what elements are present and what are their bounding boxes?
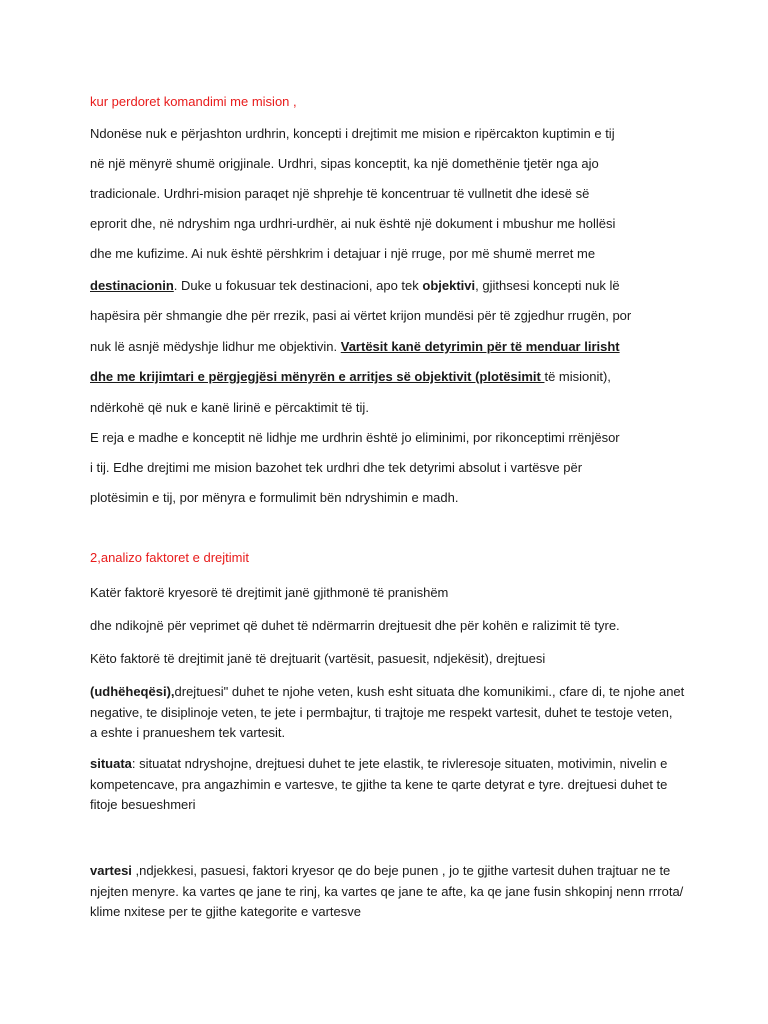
- paragraph-line: klime nxitese per te gjithe kategorite e vartesve: [90, 904, 361, 919]
- paragraph-line: Katër faktorë kryesorë të drejtimit janë gjithmonë të pranishëm: [90, 585, 449, 600]
- text-run: : situatat ndryshojne, drejtuesi duhet te jete elastik, te rivleresoje situaten, motivimin, nivelin e: [131, 756, 668, 771]
- paragraph-line: a eshte i pranueshem tek vartesit.: [90, 725, 286, 740]
- paragraph-line: në një mënyrë shumë origjinale. Urdhri, sipas konceptit, ka një domethënie tjetër nga ajo: [90, 156, 599, 171]
- text-run: nuk lë asnjë mëdyshje lidhur me objektivin.: [90, 339, 341, 354]
- text-run: . Duke u fokusuar tek destinacioni, apo tek: [173, 278, 423, 293]
- paragraph-line: njejten menyre. ka vartes qe jane te rinj, ka vartes qe jane te afte, ka qe jane fusin shkopinj nenn rrrota/: [90, 884, 684, 899]
- paragraph-line: tradicionale. Urdhri-mision paraqet një shprehje të koncentruar të vullnetit dhe idesë së: [90, 186, 590, 201]
- paragraph-line: [90, 756, 667, 772]
- paragraph-line: Këto faktorë të drejtimit janë të drejtuarit (vartësit, pasuesit, ndjekësit), drejtuesi: [90, 651, 546, 666]
- term-vartesi: vartesi: [90, 863, 132, 878]
- emphasis-objektivi: objektivi: [422, 278, 476, 293]
- paragraph-line: kompetencave, pra angazhimin e vartesve, te gjithe ta kene te qarte detyrat e tyre. drejtuesi duhet te: [90, 777, 668, 792]
- text-run: ,ndjekkesi, pasuesi, faktori kryesor qe do beje punen , jo te gjithe vartesit duhen trajtuar ne te: [131, 863, 671, 878]
- term-situata: situata: [90, 756, 132, 771]
- paragraph-line: Ndonëse nuk e përjashton urdhrin, koncepti i drejtimit me mision e ripërcakton kuptimin e tij: [90, 126, 615, 141]
- emphasis-vartesit: Vartësit kanë detyrimin për të menduar lirisht: [340, 339, 620, 354]
- heading-mission-command: kur perdoret komandimi me mision ,: [90, 94, 297, 109]
- paragraph-line: dhe ndikojnë për veprimet që duhet të ndërmarrin drejtuesit dhe për kohën e ralizimit të tyre.: [90, 618, 620, 633]
- paragraph-line: E reja e madhe e konceptit në lidhje me urdhrin është jo eliminimi, por rikonceptimi rrënjësor: [90, 430, 620, 445]
- paragraph-line: [90, 369, 611, 385]
- paragraph-line: [90, 863, 670, 879]
- text-run: të misionit),: [544, 369, 611, 384]
- paragraph-line: ndërkohë që nuk e kanë lirinë e përcaktimit të tij.: [90, 400, 369, 415]
- text-run: drejtuesi" duhet te njohe veten, kush esht situata dhe komunikimi., cfare di, te njohe anet: [174, 684, 685, 699]
- heading-leadership-factors: 2,analizo faktoret e drejtimit: [90, 550, 249, 565]
- paragraph-line: hapësira për shmangie dhe për rrezik, pasi ai vërtet krijon mundësi për të zgjedhur rrugën, por: [90, 308, 632, 323]
- term-udheheqesi: (udhëheqësi),: [90, 684, 175, 699]
- paragraph-line: negative, te disiplinoje veten, te jete i permbajtur, ti trajtoje me respekt vartesit, duhet te testoje veten,: [90, 705, 673, 720]
- paragraph-line: dhe me kufizime. Ai nuk është përshkrim i detajuar i një rruge, por më shumë merret me: [90, 246, 596, 261]
- emphasis-destinacionin: destinacionin: [90, 278, 174, 293]
- paragraph-line: plotësimin e tij, por mënyra e formulimit bën ndryshimin e madh.: [90, 490, 459, 505]
- paragraph-line: fitoje besueshmeri: [90, 797, 196, 812]
- paragraph-line: [90, 684, 684, 700]
- paragraph-line: i tij. Edhe drejtimi me mision bazohet tek urdhri dhe tek detyrimi absolut i vartësve për: [90, 460, 583, 475]
- text-run: , gjithsesi koncepti nuk lë: [475, 278, 620, 293]
- emphasis-krijimtari: dhe me krijimtari e përgjegjësi mënyrën e arritjes së objektivit (plotësimit: [90, 369, 545, 384]
- paragraph-line: [90, 278, 620, 294]
- paragraph-line: [90, 339, 620, 355]
- paragraph-line: eprorit dhe, në ndryshim nga urdhri-urdhër, ai nuk është një dokument i mbushur me hollësi: [90, 216, 616, 231]
